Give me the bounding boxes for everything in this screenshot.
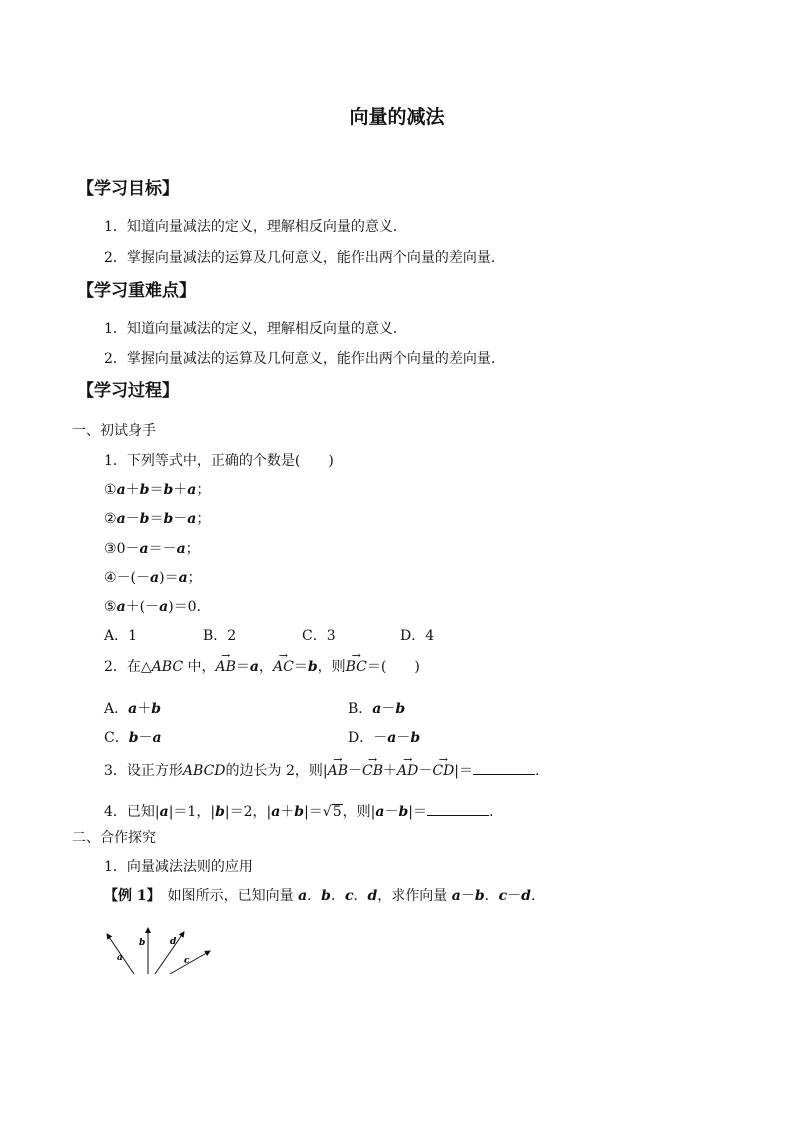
part2-heading: 二、合作探究 [72, 830, 156, 846]
q2-option-a: A．a＋b [104, 701, 161, 717]
vector-b-label: b [139, 938, 146, 948]
objective-item-1: 1．知道向量减法的定义，理解相反向量的意义． [104, 219, 407, 235]
vector-d-label: d [170, 937, 177, 947]
vector-c-label: c [184, 956, 190, 966]
q2-option-b: B．a－b [348, 701, 406, 717]
page-title: 向量的减法 [349, 106, 445, 128]
q1-equation-4: ④－(－a)＝a； [104, 570, 202, 586]
q1-option-b: B．2 [203, 628, 237, 644]
section-header-objectives: 【学习目标】 [77, 179, 179, 199]
q1-option-a: A．1 [104, 628, 138, 644]
key-point-item-2: 2．掌握向量减法的运算及几何意义，能作出两个向量的差向量. [104, 351, 496, 367]
q1-option-d: D．4 [400, 628, 435, 644]
q1-equation-2: ②a－b＝b－a； [104, 511, 211, 527]
q4-stem: 4．已知|a|＝1，|b|＝2，|a＋b|＝√5，则|a－b|＝ . [104, 804, 494, 820]
q1-equation-3: ③0－a＝－a； [104, 541, 200, 557]
section-header-process: 【学习过程】 [77, 381, 179, 401]
example-1: 【例 1】 如图所示，已知向量 a．b．c．d，求作向量 a－b．c－d． [104, 888, 545, 904]
q1-option-c: C．3 [302, 628, 336, 644]
q1-equation-5: ⑤a＋(－a)＝0. [104, 599, 202, 615]
key-point-item-1: 1．知道向量减法的定义，理解相反向量的意义． [104, 321, 407, 337]
q3-answer-blank[interactable] [473, 762, 535, 775]
vector-c-arrow [170, 951, 210, 974]
q2-stem: 2．在△ABC 中，→ AB＝a，→ AC＝b，则→ BC＝( ) [104, 660, 420, 674]
objective-item-2: 2．掌握向量减法的运算及几何意义，能作出两个向量的差向量. [104, 250, 496, 266]
section-header-key-points: 【学习重难点】 [77, 281, 196, 301]
q2-option-c: C．b－a [104, 730, 162, 746]
vector-figure [100, 925, 220, 980]
q1-stem: 1．下列等式中，正确的个数是( ) [104, 453, 334, 469]
q2-option-d: D．－a－b [348, 730, 421, 746]
part2-subheading-1: 1．向量减法法则的应用 [104, 859, 253, 875]
vector-a-label: a [117, 953, 123, 963]
q4-answer-blank[interactable] [427, 803, 489, 816]
q1-equation-1: ①a＋b＝b＋a； [104, 482, 211, 498]
part1-heading: 一、初试身手 [72, 423, 156, 439]
q3-stem: 3．设正方形ABCD的边长为 2，则|→ AB－→ CB＋→ AD－→ CD|＝ . [104, 762, 539, 778]
